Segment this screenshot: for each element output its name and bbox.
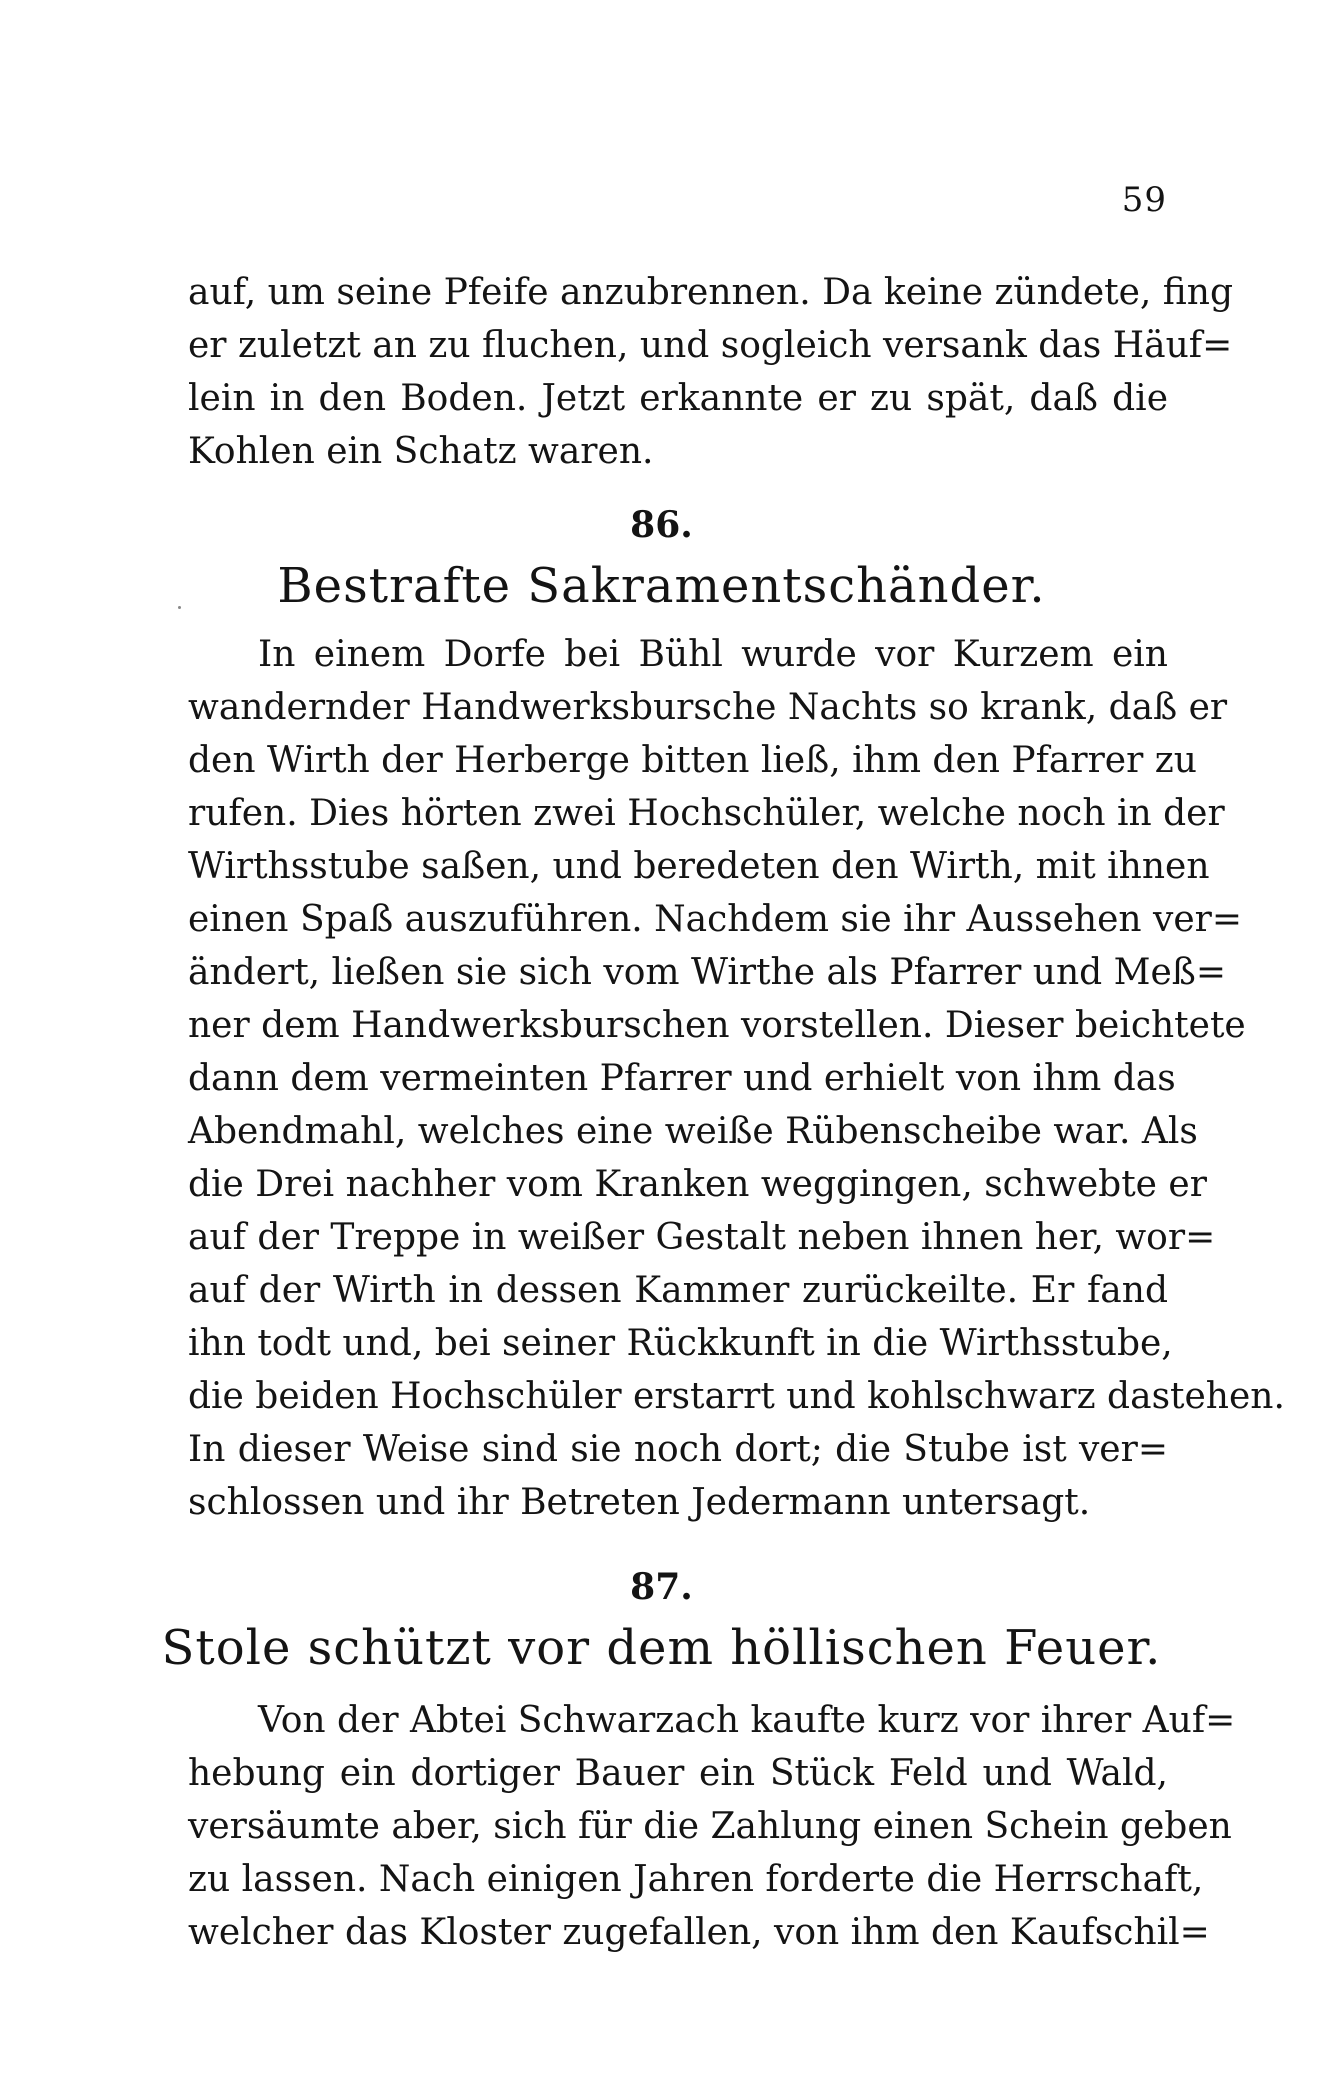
text-line: Abendmahl, welches eine weiße Rübenscheibe war. Als xyxy=(188,1111,1198,1152)
text-line: ändert, ließen sie sich vom Wirthe als Pfarrer und Meß= xyxy=(188,952,1226,993)
intro-paragraph xyxy=(188,266,1234,478)
story-86-paragraph xyxy=(188,628,1285,1529)
story-number: 86. xyxy=(630,504,693,546)
text-line: welcher das Kloster zugefallen, von ihm den Kaufschil= xyxy=(188,1912,1210,1953)
text-line: schlossen und ihr Betreten Jedermann untersagt. xyxy=(188,1482,1091,1523)
text-line: auf der Wirth in dessen Kammer zurückeilte. Er fand xyxy=(188,1270,1168,1311)
text-line: auf der Treppe in weißer Gestalt neben ihnen her, wor= xyxy=(188,1217,1216,1258)
text-line: In einem Dorfe bei Bühl wurde vor Kurzem ein xyxy=(258,634,1168,675)
text-line: den Wirth der Herberge bitten ließ, ihm den Pfarrer zu xyxy=(188,740,1197,781)
text-line: hebung ein dortiger Bauer ein Stück Feld und Wald, xyxy=(188,1753,1168,1794)
text-line: In dieser Weise sind sie noch dort; die Stube ist ver= xyxy=(188,1429,1168,1470)
text-line: Wirthsstube saßen, und beredeten den Wirth, mit ihnen xyxy=(188,846,1210,887)
story-number: 87. xyxy=(630,1566,693,1608)
text-line: lein in den Boden. Jetzt erkannte er zu spät, daß die xyxy=(188,378,1168,419)
story-title: Bestrafte Sakramentschänder. xyxy=(277,558,1046,614)
story-87-paragraph xyxy=(188,1694,1236,1959)
text-line: wandernder Handwerksbursche Nachts so krank, daß er xyxy=(188,687,1228,728)
text-line: die beiden Hochschüler erstarrt und kohlschwarz dastehen. xyxy=(188,1376,1285,1417)
text-line: ner dem Handwerksburschen vorstellen. Dieser beichtete xyxy=(188,1005,1246,1046)
text-line: versäumte aber, sich für die Zahlung einen Schein geben xyxy=(188,1806,1232,1847)
text-line: Kohlen ein Schatz waren. xyxy=(188,431,654,472)
text-line: ihn todt und, bei seiner Rückkunft in die Wirthsstube, xyxy=(188,1323,1173,1364)
text-line: zu lassen. Nach einigen Jahren forderte die Herrschaft, xyxy=(188,1859,1204,1900)
text-line: einen Spaß auszuführen. Nachdem sie ihr Aussehen ver= xyxy=(188,899,1243,940)
text-line: rufen. Dies hörten zwei Hochschüler, welche noch in der xyxy=(188,793,1225,834)
text-line: Von der Abtei Schwarzach kaufte kurz vor ihrer Auf= xyxy=(258,1700,1236,1741)
text-line: auf, um seine Pfeife anzubrennen. Da keine zündete, fing xyxy=(188,272,1234,313)
page-number: 59 xyxy=(1121,180,1167,220)
text-line: dann dem vermeinten Pfarrer und erhielt von ihm das xyxy=(188,1058,1176,1099)
story-title: Stole schützt vor dem höllischen Feuer. xyxy=(161,1620,1162,1676)
text-line: die Drei nachher vom Kranken weggingen, schwebte er xyxy=(188,1164,1207,1205)
margin-speck xyxy=(178,606,181,609)
text-line: er zuletzt an zu fluchen, und sogleich versank das Häuf= xyxy=(188,325,1233,366)
